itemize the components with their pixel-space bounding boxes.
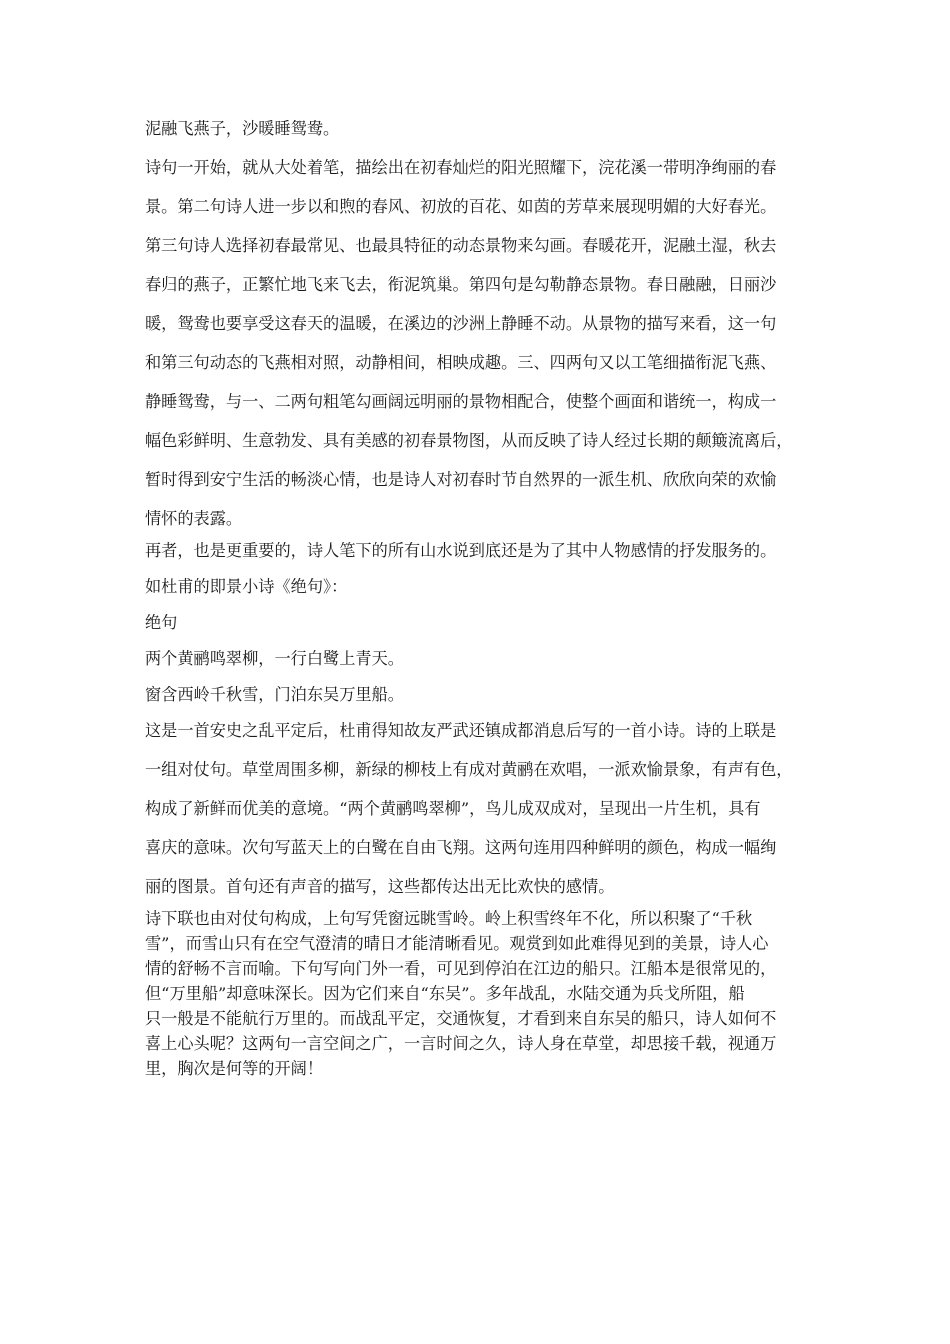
text-line: 诗句一开始，就从大处着笔，描绘出在初春灿烂的阳光照耀下，浣花溪一带明净绚丽的春: [145, 158, 777, 177]
text-line: 诗下联也由对仗句构成，上句写凭窗远眺雪岭。岭上积雪终年不化，所以积聚了“千秋: [145, 909, 753, 928]
text-line: 再者，也是更重要的，诗人笔下的所有山水说到底还是为了其中人物感情的抒发服务的。: [145, 541, 777, 560]
text-line: 如杜甫的即景小诗《绝句》：: [145, 577, 348, 596]
text-line: 幅色彩鲜明、生意勃发、具有美感的初春景物图，从而反映了诗人经过长期的颠簸流离后，: [145, 431, 793, 450]
text-line: 但“万里船”却意味深长。因为它们来自“东吴”。多年战乱，水陆交通为兵戈所阻，船: [145, 984, 745, 1003]
text-line: 只一般是不能航行万里的。而战乱平定，交通恢复，才看到来自东吴的船只，诗人如何不: [145, 1009, 777, 1028]
text-line: 情的舒畅不言而喻。下句写向门外一看，可见到停泊在江边的船只。江船本是很常见的，: [145, 959, 777, 978]
poem-title: 绝句: [145, 613, 178, 632]
text-line: 暖，鸳鸯也要享受这春天的温暖，在溪边的沙洲上静睡不动。从景物的描写来看，这一句: [145, 314, 777, 333]
poem-line: 窗含西岭千秋雪，门泊东吴万里船。: [145, 685, 404, 704]
analysis-paragraph-3: [145, 908, 807, 1080]
text-line: 景。第二句诗人进一步以和煦的春风、初放的百花、如茵的芳草来展现明媚的大好春光。: [145, 197, 777, 216]
transition-paragraph: [145, 540, 807, 598]
document-page: [145, 118, 807, 1083]
text-line: 第三句诗人选择初春最常见、也最具特征的动态景物来勾画。春暖花开，泥融土湿，秋去: [145, 236, 777, 255]
text-line: 一组对仗句。草堂周围多柳，新绿的柳枝上有成对黄鹂在欢唱，一派欢愉景象，有声有色，: [145, 760, 793, 779]
text-line: 这是一首安史之乱平定后，杜甫得知故友严武还镇成都消息后写的一首小诗。诗的上联是: [145, 721, 777, 740]
text-line: 静睡鸳鸯，与一、二两句粗笔勾画阔远明丽的景物相配合，使整个画面和谐统一，构成一: [145, 392, 777, 411]
text-line: 情怀的表露。: [145, 509, 243, 528]
text-line: 雪”，而雪山只有在空气澄清的晴日才能清晰看见。观赏到如此难得见到的美景，诗人心: [145, 934, 769, 953]
text-line: 暂时得到安宁生活的畅淡心情，也是诗人对初春时节自然界的一派生机、欣欣向荣的欢愉: [145, 470, 777, 489]
analysis-paragraph-1: [145, 157, 807, 530]
poem-line: 两个黄鹂鸣翠柳，一行白鹭上青天。: [145, 649, 404, 668]
text-line: 构成了新鲜而优美的意境。“两个黄鹂鸣翠柳”，鸟儿成双成对，呈现出一片生机，具有: [145, 799, 761, 818]
poem1-last-line: 泥融飞燕子，沙暖睡鸳鸯。: [145, 119, 340, 138]
text-line: 和第三句动态的飞燕相对照，动静相间，相映成趣。三、四两句又以工笔细描衔泥飞燕、: [145, 353, 777, 372]
text-line: 喜上心头呢？这两句一言空间之广，一言时间之久，诗人身在草堂，却思接千载，视通万: [145, 1034, 777, 1053]
text-line: 丽的图景。首句还有声音的描写，这些都传达出无比欢快的感情。: [145, 877, 615, 896]
text-line: 里，胸次是何等的开阔！: [145, 1059, 324, 1078]
text-line: 春归的燕子，正繁忙地飞来飞去，衔泥筑巢。第四句是勾勒静态景物。春日融融，日丽沙: [145, 275, 777, 294]
analysis-paragraph-2: [145, 720, 807, 898]
poem-jueju: [145, 612, 807, 706]
text-line: 喜庆的意味。次句写蓝天上的白鹭在自由飞翔。这两句连用四种鲜明的颜色，构成一幅绚: [145, 838, 777, 857]
